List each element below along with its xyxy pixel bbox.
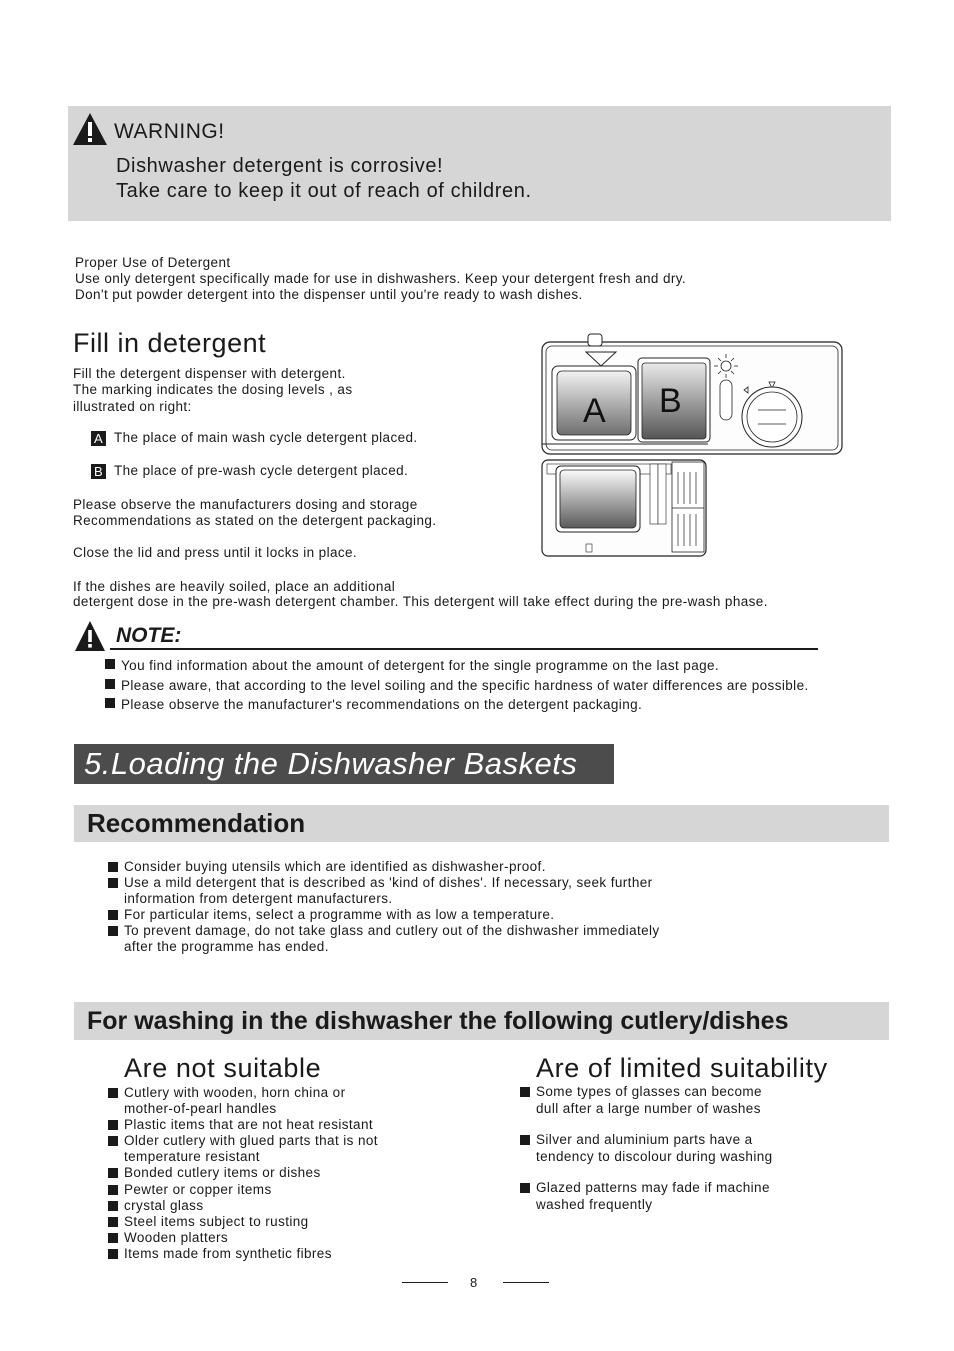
- list-item: Some types of glasses can become dull after a large number of washes: [520, 1084, 773, 1117]
- list-item: crystal glass: [108, 1198, 378, 1214]
- footer-rule-right: [503, 1282, 549, 1283]
- list-item: Cutlery with wooden, horn china or mother-of-pearl handles: [108, 1085, 378, 1117]
- soiled-line-2: detergent dose in the pre-wash detergent chamber. This detergent will take effect during the pre-wash phase.: [73, 594, 768, 609]
- compartment-a-tag: A: [91, 431, 106, 446]
- list-item: You find information about the amount of detergent for the single programme on the last page.: [105, 656, 809, 676]
- page-number: 8: [470, 1275, 478, 1290]
- compartment-b-label: B: [659, 382, 682, 420]
- list-item: Plastic items that are not heat resistant: [108, 1117, 378, 1133]
- list-item: Silver and aluminium parts have a tendency to discolour during washing: [520, 1132, 773, 1165]
- fill-heading: Fill in detergent: [73, 328, 267, 358]
- note-underline: [110, 648, 818, 650]
- proper-use-line-3: Don't put powder detergent into the dispenser until you're ready to wash dishes.: [75, 287, 583, 302]
- limited-suitability-list: [520, 1084, 773, 1213]
- fill-intro-1: Fill the detergent dispenser with detergent.: [73, 366, 346, 381]
- footer-rule-left: [402, 1282, 448, 1283]
- not-suitable-title: Are not suitable: [124, 1053, 322, 1083]
- compartment-a-row: [91, 430, 418, 446]
- list-item: Pewter or copper items: [108, 1182, 378, 1198]
- recommendation-list: [108, 859, 660, 955]
- recommendation-heading: Recommendation: [74, 805, 889, 842]
- list-item: Glazed patterns may fade if machine washed frequently: [520, 1180, 773, 1213]
- section-title: 5.Loading the Dishwasher Baskets: [74, 744, 614, 784]
- observe-line-2: Recommendations as stated on the detergent packaging.: [73, 513, 437, 528]
- proper-use-line-2: Use only detergent specifically made for use in dishwashers. Keep your detergent fresh and dry.: [75, 271, 687, 286]
- proper-use-heading: Proper Use of Detergent: [75, 255, 231, 270]
- warning-line-1: Dishwasher detergent is corrosive!: [116, 155, 444, 177]
- list-item: To prevent damage, do not take glass and cutlery out of the dishwasher immediately after the programme has ended.: [108, 923, 660, 955]
- warning-line-2: Take care to keep it out of reach of children.: [116, 180, 532, 202]
- compartment-b-text: The place of pre-wash cycle detergent placed.: [114, 463, 409, 478]
- list-item: Items made from synthetic fibres: [108, 1246, 378, 1262]
- soiled-line-1: If the dishes are heavily soiled, place an additional: [73, 579, 396, 594]
- note-title: NOTE:: [116, 624, 182, 647]
- list-item: Bonded cutlery items or dishes: [108, 1165, 378, 1181]
- list-item: Please observe the manufacturer's recommendations on the detergent packaging.: [105, 695, 809, 715]
- list-item: Wooden platters: [108, 1230, 378, 1246]
- list-item: Steel items subject to rusting: [108, 1214, 378, 1230]
- note-warning-icon: [74, 620, 106, 652]
- note-list: [105, 656, 809, 715]
- observe-line-1: Please observe the manufacturers dosing and storage: [73, 497, 418, 512]
- rinse-aid-dial-icon: [742, 387, 802, 447]
- limited-suitability-title: Are of limited suitability: [536, 1053, 828, 1083]
- fill-intro-3: illustrated on right:: [73, 399, 192, 414]
- list-item: For particular items, select a programme with as low a temperature.: [108, 907, 660, 923]
- fill-intro-2: The marking indicates the dosing levels , as: [73, 382, 353, 397]
- compartment-b-tag: B: [91, 464, 106, 479]
- warning-triangle-icon: [72, 112, 108, 146]
- list-item: Please aware, that according to the level soiling and the specific hardness of water differences are possible.: [105, 676, 809, 696]
- washing-heading: For washing in the dishwasher the following cutlery/dishes: [74, 1002, 889, 1040]
- list-item: Use a mild detergent that is described as 'kind of dishes'. If necessary, seek further information from detergent manufacturers.: [108, 875, 660, 907]
- compartment-b-row: [91, 463, 408, 479]
- warning-title: WARNING!: [114, 120, 225, 143]
- compartment-a-text: The place of main wash cycle detergent placed.: [114, 430, 418, 445]
- detergent-dispenser-diagram: [538, 332, 846, 560]
- not-suitable-list: [108, 1085, 378, 1262]
- list-item: Older cutlery with glued parts that is not temperature resistant: [108, 1133, 378, 1165]
- list-item: Consider buying utensils which are identified as dishwasher-proof.: [108, 859, 660, 875]
- close-lid-text: Close the lid and press until it locks in place.: [73, 545, 358, 560]
- compartment-a-label: A: [583, 392, 606, 430]
